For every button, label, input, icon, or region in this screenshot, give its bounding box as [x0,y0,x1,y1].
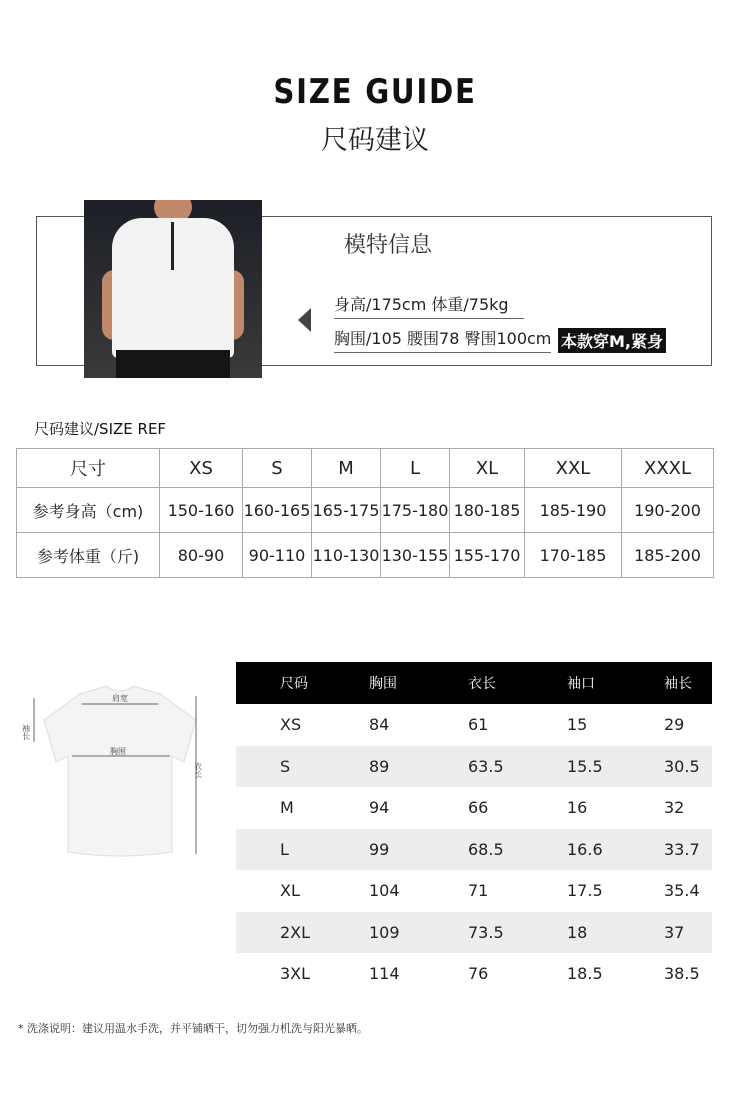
size-table-cell: 30.5 [656,746,712,788]
size-ref-row [17,533,714,578]
size-ref-header-cell: S [243,449,312,488]
size-table-row [236,746,712,788]
size-table-cell: 15.5 [559,746,656,788]
size-ref-header-cell: XL [450,449,525,488]
size-table-cell: 15 [567,715,588,735]
length-label: 衣长 [193,762,203,778]
size-ref-cell: 180-185 [450,488,525,533]
size-table-cell: 94 [369,798,390,818]
size-table [236,662,712,995]
size-ref-cell: 130-155 [381,533,450,578]
size-table-row [236,787,712,829]
shoulder-label: 肩宽 [112,694,128,703]
size-table-cell: 29 [664,715,685,735]
size-table-cell: 66 [468,798,489,818]
tshirt-diagram [20,676,220,866]
size-table-cell: 76 [468,964,489,984]
size-ref-header-cell: XXXL [622,449,714,488]
size-ref-cell: 170-185 [525,533,622,578]
size-table-cell: M [280,798,294,818]
size-table-cell: 3XL [280,964,311,984]
size-ref-header-cell: 尺寸 [17,449,160,488]
size-ref-cell: 155-170 [450,533,525,578]
care-note: * 洗涤说明：建议用温水手洗，并平铺晒干，切勿强力机洗与阳光暴晒。 [18,1022,368,1035]
chest-label: 胸围 [110,747,126,756]
size-table-header-cell: 衣长 [460,662,559,704]
model-measurements: 胸围/105 腰围78 臀围100cm [334,326,551,353]
size-table-cell: 99 [361,829,460,871]
size-table-header-cell: 尺码 [236,662,361,704]
size-ref-header-cell: M [312,449,381,488]
size-table-cell: 61 [468,715,489,735]
size-ref-table [16,448,714,578]
model-size-badge: 本款穿M,紧身 [558,328,666,353]
size-table-cell: 104 [369,881,400,901]
size-ref-header-cell: L [381,449,450,488]
size-table-header-row [236,662,712,704]
size-table-cell: 33.7 [656,829,712,871]
size-table-cell: 63.5 [460,746,559,788]
model-photo [84,200,262,378]
size-ref-cell: 150-160 [160,488,243,533]
size-table-row [236,870,712,912]
size-table-cell: 18.5 [567,964,603,984]
size-table-cell: 68.5 [460,829,559,871]
size-table-cell: L [236,829,361,871]
size-ref-header-row [17,449,714,488]
page-subtitle: 尺码建议 [321,125,429,156]
size-ref-row [17,488,714,533]
size-table-cell: XS [280,715,302,735]
size-ref-header-cell: XS [160,449,243,488]
size-table-cell: 84 [369,715,390,735]
size-table-header-cell: 袖口 [559,662,656,704]
size-ref-cell: 190-200 [622,488,714,533]
size-table-header-cell: 胸围 [361,662,460,704]
size-ref-cell: 175-180 [381,488,450,533]
size-ref-cell: 参考体重（斤) [17,533,160,578]
size-table-row [236,829,712,871]
size-table-cell: 38.5 [664,964,700,984]
size-table-cell: 109 [361,912,460,954]
size-table-cell: 32 [664,798,685,818]
size-table-cell: XL [280,881,300,901]
size-table-row [236,912,712,954]
size-table-cell: 18 [559,912,656,954]
size-table-cell: 16.6 [559,829,656,871]
size-table-cell: 2XL [236,912,361,954]
size-ref-header-cell: XXL [525,449,622,488]
size-ref-cell: 160-165 [243,488,312,533]
sleeve-label: 袖长 [21,724,31,740]
size-ref-cell: 165-175 [312,488,381,533]
model-info-heading: 模特信息 [344,233,433,258]
size-ref-cell: 90-110 [243,533,312,578]
size-table-cell: 114 [369,964,400,984]
size-table-cell: 71 [468,881,489,901]
size-ref-cell: 185-200 [622,533,714,578]
size-ref-cell: 80-90 [160,533,243,578]
size-table-cell: S [236,746,361,788]
size-ref-cell: 参考身高（cm) [17,488,160,533]
size-table-cell: 89 [361,746,460,788]
size-table-cell: 17.5 [567,881,603,901]
size-table-cell: 16 [567,798,588,818]
page-title: SIZE GUIDE [273,72,477,112]
size-table-row [236,953,712,995]
size-table-cell: 73.5 [460,912,559,954]
size-table-cell: 35.4 [664,881,700,901]
size-ref-cell: 185-190 [525,488,622,533]
size-table-header-cell: 袖长 [656,662,712,704]
size-table-row [236,704,712,746]
size-ref-cell: 110-130 [312,533,381,578]
model-height-weight: 身高/175cm 体重/75kg [334,292,524,319]
size-table-cell: 37 [656,912,712,954]
size-ref-title: 尺码建议/SIZE REF [34,420,167,438]
arrow-left-icon [298,308,311,332]
